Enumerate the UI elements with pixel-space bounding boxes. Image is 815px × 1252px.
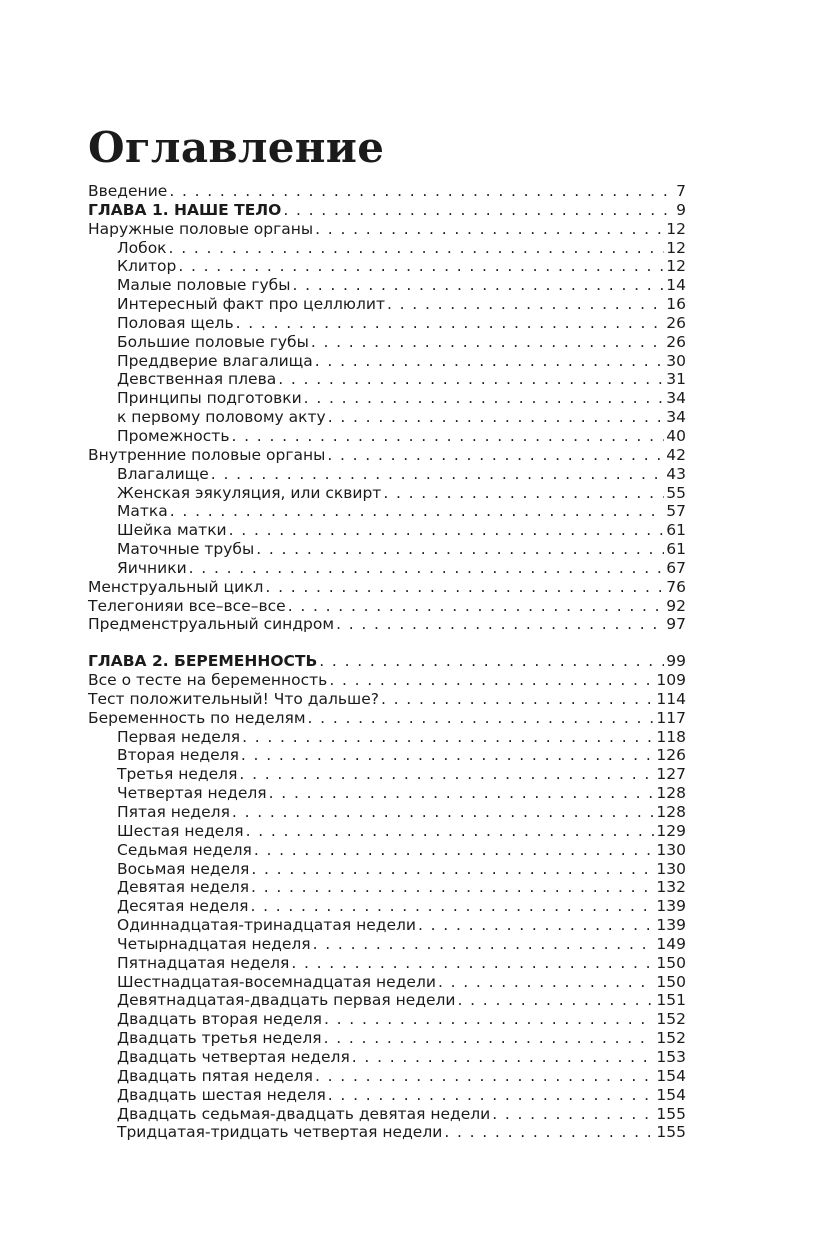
toc-page-number: 34 (666, 389, 686, 408)
toc-entry[interactable] (88, 182, 686, 201)
toc-page-number: 126 (656, 746, 686, 765)
toc-leader-dots (324, 1010, 654, 1029)
toc-leader-dots (313, 935, 655, 954)
toc-entry-label: Четвертая неделя (117, 784, 267, 803)
toc-entry[interactable] (88, 690, 686, 709)
toc-page-number: 12 (666, 238, 686, 257)
toc-page-number: 130 (656, 859, 686, 878)
toc-entry[interactable] (88, 728, 686, 747)
toc-entry[interactable] (88, 597, 686, 616)
toc-entry-label: Беременность по неделям (88, 708, 306, 727)
toc-entry-label: Шейка матки (117, 521, 227, 540)
toc-leader-dots (292, 276, 664, 295)
toc-page-number: 117 (656, 708, 686, 727)
toc-entry-label: Девятнадцатая-двадцать первая недели (117, 991, 456, 1010)
table-of-contents (88, 182, 686, 1142)
toc-entry[interactable] (88, 484, 686, 503)
toc-entry-label: Женская эякуляция, или сквирт (117, 483, 382, 502)
toc-page-number: 155 (656, 1104, 686, 1123)
toc-entry[interactable] (88, 370, 686, 389)
toc-entry[interactable] (88, 765, 686, 784)
toc-entry[interactable] (88, 1067, 686, 1086)
toc-leader-dots (315, 220, 664, 239)
toc-page (88, 122, 686, 1142)
toc-leader-dots (352, 1048, 655, 1067)
toc-entry[interactable] (88, 314, 686, 333)
toc-entry[interactable] (88, 295, 686, 314)
toc-entry-label: Телегонияи все–все–все (88, 596, 286, 615)
toc-entry-label: ГЛАВА 2. БЕРЕМЕННОСТЬ (88, 652, 318, 671)
toc-leader-dots (418, 916, 654, 935)
toc-entry[interactable] (88, 784, 686, 803)
toc-entry[interactable] (88, 427, 686, 446)
toc-page-number: 43 (666, 464, 686, 483)
toc-page-number: 26 (666, 313, 686, 332)
toc-entry-label: Тридцатая-тридцать четвертая недели (117, 1123, 443, 1142)
toc-entry[interactable] (88, 446, 686, 465)
toc-leader-dots (178, 257, 664, 276)
toc-leader-dots (324, 1029, 655, 1048)
toc-chapter-entry[interactable] (88, 652, 686, 671)
toc-entry-label: Яичники (117, 558, 187, 577)
toc-entry-label: Менструальный цикл (88, 577, 264, 596)
toc-leader-dots (329, 671, 654, 690)
toc-entry[interactable] (88, 973, 686, 992)
toc-page-number: 40 (666, 426, 686, 445)
toc-leader-dots (444, 1123, 654, 1142)
toc-leader-dots (242, 728, 654, 747)
toc-page-number: 12 (666, 219, 686, 238)
toc-entry[interactable] (88, 935, 686, 954)
toc-entry-label: Вторая неделя (117, 746, 239, 765)
toc-entry[interactable] (88, 352, 686, 371)
toc-page-number: 132 (656, 878, 686, 897)
toc-page-number: 109 (656, 671, 686, 690)
toc-leader-dots (328, 1086, 655, 1105)
toc-page-number: 42 (666, 445, 686, 464)
toc-entry[interactable] (88, 991, 686, 1010)
toc-entry-label: Тест положительный! Что дальше? (88, 689, 379, 708)
toc-entry[interactable] (88, 502, 686, 521)
toc-entry-label: Первая неделя (117, 727, 241, 746)
toc-entry-label: Введение (88, 182, 168, 200)
toc-entry-label: Шестая неделя (117, 821, 244, 840)
toc-page-number: 76 (666, 577, 686, 596)
toc-page-number: 139 (656, 897, 686, 916)
toc-leader-dots (315, 352, 664, 371)
toc-entry[interactable] (88, 746, 686, 765)
toc-entry[interactable] (88, 1010, 686, 1029)
toc-leader-dots (438, 973, 654, 992)
toc-page-number: 139 (656, 916, 686, 935)
toc-page-number: 55 (666, 483, 686, 502)
toc-leader-dots (327, 446, 664, 465)
toc-entry-label: Матка (117, 502, 168, 521)
toc-leader-dots (251, 860, 654, 879)
toc-entry[interactable] (88, 1123, 686, 1142)
toc-leader-dots (231, 427, 664, 446)
toc-leader-dots (387, 295, 664, 314)
toc-leader-dots (492, 1105, 654, 1124)
toc-leader-dots (254, 841, 655, 860)
toc-entry-label: Восьмая неделя (117, 859, 250, 878)
toc-entry-label: Седьмая неделя (117, 840, 252, 859)
toc-leader-dots (381, 690, 654, 709)
toc-entry[interactable] (88, 1105, 686, 1124)
toc-leader-dots (169, 239, 665, 258)
toc-entry-label: Двадцать пятая неделя (117, 1066, 313, 1085)
toc-page-number: 155 (656, 1123, 686, 1142)
toc-page-number: 118 (656, 727, 686, 746)
toc-leader-dots (311, 333, 664, 352)
toc-entry[interactable] (88, 1048, 686, 1067)
toc-entry-label: Двадцать четвертая неделя (117, 1047, 350, 1066)
toc-entry-label: Двадцать вторая неделя (117, 1010, 322, 1029)
toc-entry-label: Пятая неделя (117, 803, 230, 821)
toc-entry[interactable] (88, 559, 686, 578)
toc-page-number: 114 (656, 689, 686, 708)
toc-entry[interactable] (88, 1086, 686, 1105)
toc-page-number: 12 (666, 257, 686, 276)
toc-entry[interactable] (88, 220, 686, 239)
toc-page-number: 99 (666, 652, 686, 671)
toc-leader-dots (278, 370, 664, 389)
toc-entry[interactable] (88, 408, 686, 427)
toc-page-number: 153 (656, 1047, 686, 1066)
toc-entry[interactable] (88, 239, 686, 258)
toc-entry[interactable] (88, 1029, 686, 1048)
toc-entry-label: Половая щель (117, 313, 234, 332)
toc-leader-dots (383, 484, 664, 503)
toc-entry[interactable] (88, 465, 686, 484)
toc-entry[interactable] (88, 709, 686, 728)
toc-entry-label: Принципы подготовки (117, 389, 302, 408)
toc-page-number: 154 (656, 1066, 686, 1085)
toc-page-number: 154 (656, 1085, 686, 1104)
toc-leader-dots (336, 615, 664, 634)
toc-leader-dots (304, 389, 665, 408)
toc-entry-label: Интересный факт про целлюлит (117, 295, 385, 314)
toc-entry-label: Двадцать шестая неделя (117, 1085, 326, 1104)
toc-page-number: 152 (656, 1010, 686, 1029)
toc-page-number: 34 (666, 408, 686, 427)
toc-entry-label: Девятая неделя (117, 878, 250, 897)
toc-leader-dots (211, 465, 664, 484)
toc-entry-label: Все о тесте на беременность (88, 671, 328, 690)
toc-entry-label: Одиннадцатая-тринадцатая недели (117, 916, 416, 935)
toc-entry-label: Влагалище (117, 464, 209, 483)
toc-leader-dots (288, 597, 665, 616)
toc-entry-label: Третья неделя (117, 765, 238, 784)
toc-page-number: 57 (666, 502, 686, 521)
toc-leader-dots (250, 897, 654, 916)
toc-entry[interactable] (88, 671, 686, 690)
toc-entry-label: Внутренние половые органы (88, 445, 326, 464)
toc-entry[interactable] (88, 615, 686, 634)
toc-entry-label: ГЛАВА 1. НАШЕ ТЕЛО (88, 200, 282, 219)
toc-entry-label: Шестнадцатая-восемнадцатая недели (117, 972, 436, 991)
toc-leader-dots (232, 803, 654, 822)
toc-entry[interactable] (88, 897, 686, 916)
toc-entry-label: Большие половые губы (117, 332, 309, 351)
toc-entry[interactable] (88, 333, 686, 352)
toc-leader-dots (291, 954, 654, 973)
toc-entry-label: Лобок (117, 238, 167, 257)
toc-page-number: 152 (656, 1029, 686, 1048)
toc-leader-dots (236, 314, 665, 333)
toc-page-number: 149 (656, 934, 686, 953)
toc-entry-label: Промежность (117, 426, 230, 445)
toc-chapter-entry[interactable] (88, 201, 686, 220)
toc-page-number: 14 (666, 276, 686, 295)
toc-entry-label: Двадцать седьмая-двадцать девятая недели (117, 1104, 491, 1123)
toc-page-number: 7 (676, 182, 686, 200)
toc-leader-dots (239, 765, 654, 784)
toc-entry-label: Двадцать третья неделя (117, 1029, 322, 1048)
toc-leader-dots (251, 878, 654, 897)
toc-entry-label: Пятнадцатая неделя (117, 953, 290, 972)
toc-entry-label: Клитор (117, 257, 177, 276)
toc-leader-dots (283, 201, 674, 220)
toc-entry-label: Четырнадцатая неделя (117, 934, 311, 953)
toc-page-number: 9 (676, 200, 686, 219)
toc-page-number: 128 (656, 784, 686, 803)
toc-entry[interactable] (88, 521, 686, 540)
toc-entry[interactable] (88, 389, 686, 408)
toc-page-number: 61 (666, 521, 686, 540)
toc-page-number: 92 (666, 596, 686, 615)
toc-leader-dots (265, 578, 664, 597)
toc-entry-label: к первому половому акту (117, 408, 326, 427)
page-title: Оглавление (88, 123, 385, 172)
toc-page-number: 129 (656, 821, 686, 840)
toc-leader-dots (189, 559, 665, 578)
toc-page-number: 151 (656, 991, 686, 1010)
toc-leader-dots (315, 1067, 654, 1086)
toc-page-number: 67 (666, 558, 686, 577)
toc-page-number: 130 (656, 840, 686, 859)
toc-leader-dots (170, 502, 665, 521)
toc-leader-dots (241, 746, 655, 765)
toc-entry[interactable] (88, 257, 686, 276)
toc-entry[interactable] (88, 860, 686, 879)
toc-leader-dots (308, 709, 655, 728)
toc-leader-dots (246, 822, 655, 841)
toc-page-number: 150 (656, 972, 686, 991)
toc-leader-dots (319, 652, 664, 671)
toc-entry[interactable] (88, 276, 686, 295)
toc-entry-label: Десятая неделя (117, 897, 249, 916)
toc-entry[interactable] (88, 916, 686, 935)
toc-entry-label: Предменструальный синдром (88, 615, 335, 634)
toc-leader-dots (457, 991, 654, 1010)
toc-entry[interactable] (88, 578, 686, 597)
toc-entry[interactable] (88, 878, 686, 897)
toc-page-number: 128 (656, 803, 686, 821)
toc-leader-dots (269, 784, 655, 803)
toc-leader-dots (229, 521, 665, 540)
toc-leader-dots (169, 182, 674, 201)
toc-entry-label: Наружные половые органы (88, 219, 314, 238)
toc-page-number: 61 (666, 540, 686, 559)
toc-page-number: 31 (666, 370, 686, 389)
toc-entry-label: Малые половые губы (117, 276, 291, 295)
toc-entry-label: Преддверие влагалища (117, 351, 313, 370)
toc-entry[interactable] (88, 540, 686, 559)
toc-page-number: 26 (666, 332, 686, 351)
toc-page-number: 30 (666, 351, 686, 370)
toc-page-number: 150 (656, 953, 686, 972)
toc-page-number: 127 (656, 765, 686, 784)
toc-entry[interactable] (88, 822, 686, 841)
toc-entry-label: Девственная плева (117, 370, 277, 389)
toc-leader-dots (256, 540, 664, 559)
toc-page-number: 16 (666, 295, 686, 314)
toc-entry[interactable] (88, 841, 686, 860)
toc-entry[interactable] (88, 803, 686, 822)
toc-entry-label: Маточные трубы (117, 540, 255, 559)
toc-page-number: 97 (666, 615, 686, 634)
toc-leader-dots (328, 408, 665, 427)
toc-entry[interactable] (88, 954, 686, 973)
